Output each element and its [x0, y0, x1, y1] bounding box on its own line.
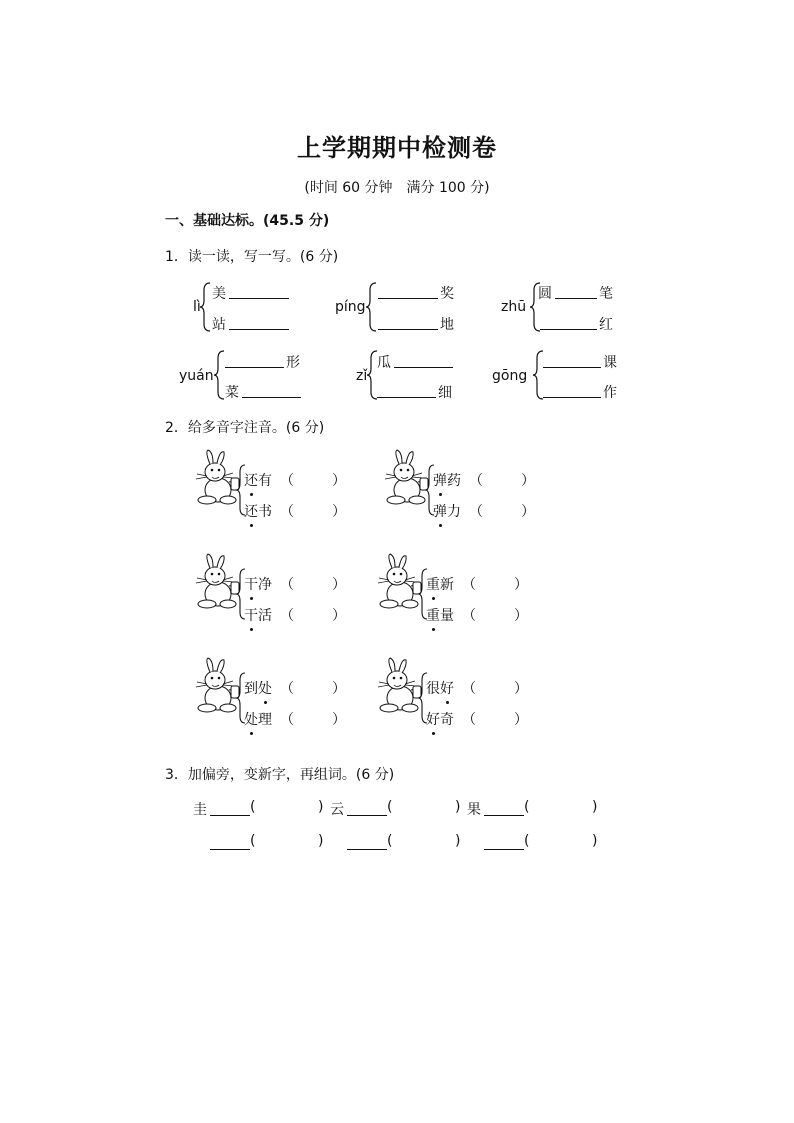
paren-close: ）	[332, 608, 346, 624]
word-char: 奖	[440, 286, 454, 302]
pinyin-answer-blank[interactable]	[296, 501, 334, 519]
word-char: 站	[212, 317, 226, 333]
base-char: 果	[467, 802, 481, 818]
radical-blank[interactable]	[484, 849, 524, 850]
pinyin-answer-blank[interactable]	[296, 574, 334, 592]
pinyin-answer-blank[interactable]	[478, 574, 516, 592]
paren-close: ）	[514, 577, 528, 593]
answer-blank[interactable]	[229, 298, 289, 299]
answer-blank[interactable]	[378, 329, 438, 330]
paren-close: )	[592, 799, 598, 815]
answer-blank[interactable]	[543, 397, 601, 398]
polyphone-word	[244, 709, 272, 729]
pinyin-answer-blank[interactable]	[485, 501, 523, 519]
rabbit-icon	[193, 450, 241, 506]
word-char: 力	[447, 504, 461, 520]
marked-char: 还	[244, 470, 258, 490]
answer-blank[interactable]	[540, 329, 597, 330]
paren-open: （	[280, 608, 294, 624]
word-char: 圆	[538, 286, 552, 302]
pinyin-li: lì	[193, 299, 201, 315]
answer-blank[interactable]	[229, 329, 289, 330]
pinyin-answer-blank[interactable]	[296, 470, 334, 488]
word-char: 形	[286, 355, 300, 371]
answer-blank[interactable]	[377, 397, 436, 398]
marked-char: 处	[244, 709, 258, 729]
paren-open: (	[524, 799, 530, 815]
paren-close: ）	[521, 473, 535, 489]
brace-icon	[533, 350, 545, 400]
paren-close: ）	[514, 608, 528, 624]
paren-open: (	[524, 833, 530, 849]
polyphone-word	[244, 574, 272, 594]
word-char: 理	[258, 712, 272, 728]
word-char: 红	[599, 317, 613, 333]
word-char: 地	[440, 317, 454, 333]
marked-char: 干	[244, 605, 258, 625]
paren-close: ）	[332, 712, 346, 728]
paren-close: )	[455, 799, 461, 815]
radical-blank[interactable]	[347, 815, 387, 816]
brace-icon	[200, 282, 212, 332]
polyphone-word	[433, 501, 461, 521]
polyphone-word	[244, 470, 272, 490]
paren-open: （	[280, 577, 294, 593]
paren-open: （	[462, 608, 476, 624]
marked-char: 处	[258, 678, 272, 698]
radical-blank[interactable]	[210, 815, 250, 816]
base-char: 云	[330, 802, 344, 818]
question-2-label: 2．给多音字注音。(6 分)	[165, 420, 325, 436]
answer-blank[interactable]	[555, 298, 597, 299]
word-char: 细	[438, 385, 452, 401]
rabbit-icon	[382, 450, 430, 506]
word-char: 瓜	[377, 355, 391, 371]
marked-char: 还	[244, 501, 258, 521]
paren-open: （	[280, 473, 294, 489]
pinyin-answer-blank[interactable]	[478, 605, 516, 623]
pinyin-zhu: zhū	[501, 299, 527, 315]
paren-close: ）	[332, 504, 346, 520]
word-char: 笔	[599, 286, 613, 302]
radical-blank[interactable]	[210, 849, 250, 850]
paren-close: ）	[332, 473, 346, 489]
marked-char: 好	[426, 709, 440, 729]
polyphone-word	[244, 605, 272, 625]
word-char: 新	[440, 577, 454, 593]
word-char: 净	[258, 577, 272, 593]
answer-blank[interactable]	[394, 367, 453, 368]
rabbit-icon	[375, 554, 423, 610]
question-1-label: 1．读一读，写一写。(6 分)	[165, 249, 339, 265]
section-heading: 一、基础达标。(45.5 分)	[165, 213, 330, 229]
word-char: 药	[447, 473, 461, 489]
radical-blank[interactable]	[347, 849, 387, 850]
word-char: 到	[244, 681, 258, 697]
rabbit-icon	[193, 658, 241, 714]
paren-open: （	[462, 681, 476, 697]
answer-blank[interactable]	[543, 367, 601, 368]
polyphone-word	[433, 470, 461, 490]
word-char: 很	[426, 681, 440, 697]
paren-close: ）	[332, 577, 346, 593]
pinyin-ping: píng	[335, 299, 366, 315]
paren-close: )	[455, 833, 461, 849]
polyphone-word	[426, 574, 454, 594]
exam-subtitle: (时间 60 分钟 满分 100 分)	[304, 180, 490, 196]
paren-open: (	[250, 833, 256, 849]
word-char: 菜	[225, 385, 239, 401]
pinyin-answer-blank[interactable]	[296, 678, 334, 696]
word-char: 量	[440, 608, 454, 624]
base-char: 圭	[193, 802, 207, 818]
word-char: 课	[603, 355, 617, 371]
paren-close: ）	[514, 712, 528, 728]
pinyin-answer-blank[interactable]	[296, 605, 334, 623]
radical-blank[interactable]	[484, 815, 524, 816]
marked-char: 弹	[433, 501, 447, 521]
paren-close: )	[318, 799, 324, 815]
word-char: 美	[212, 286, 226, 302]
paren-open: （	[462, 577, 476, 593]
word-char: 作	[603, 385, 617, 401]
word-char: 有	[258, 473, 272, 489]
rabbit-icon	[375, 658, 423, 714]
paren-close: )	[592, 833, 598, 849]
pinyin-yuan: yuán	[179, 368, 214, 384]
marked-char: 弹	[433, 470, 447, 490]
polyphone-word	[244, 678, 272, 698]
marked-char: 好	[440, 678, 454, 698]
question-3-label: 3．加偏旁，变新字，再组词。(6 分)	[165, 767, 395, 783]
word-char: 奇	[440, 712, 454, 728]
polyphone-word	[426, 605, 454, 625]
brace-icon	[366, 282, 378, 332]
page-title: 上学期期中检测卷	[297, 134, 497, 162]
rabbit-icon	[193, 554, 241, 610]
word-char: 书	[258, 504, 272, 520]
answer-blank[interactable]	[242, 397, 301, 398]
paren-close: ）	[332, 681, 346, 697]
paren-open: (	[250, 799, 256, 815]
paren-open: （	[280, 504, 294, 520]
pinyin-answer-blank[interactable]	[485, 470, 523, 488]
paren-open: （	[280, 712, 294, 728]
paren-close: ）	[521, 504, 535, 520]
word-char: 活	[258, 608, 272, 624]
pinyin-answer-blank[interactable]	[478, 709, 516, 727]
pinyin-zi: zǐ	[356, 368, 368, 384]
marked-char: 干	[244, 574, 258, 594]
pinyin-answer-blank[interactable]	[478, 678, 516, 696]
paren-open: (	[387, 799, 393, 815]
paren-open: （	[462, 712, 476, 728]
answer-blank[interactable]	[378, 298, 438, 299]
polyphone-word	[426, 678, 454, 698]
polyphone-word	[426, 709, 454, 729]
paren-open: （	[280, 681, 294, 697]
paren-open: （	[469, 473, 483, 489]
paren-close: )	[318, 833, 324, 849]
polyphone-word	[244, 501, 272, 521]
paren-open: （	[469, 504, 483, 520]
marked-char: 重	[426, 574, 440, 594]
paren-close: ）	[514, 681, 528, 697]
paren-open: (	[387, 833, 393, 849]
marked-char: 重	[426, 605, 440, 625]
pinyin-answer-blank[interactable]	[296, 709, 334, 727]
pinyin-gong: gōng	[492, 368, 528, 384]
answer-blank[interactable]	[225, 367, 284, 368]
